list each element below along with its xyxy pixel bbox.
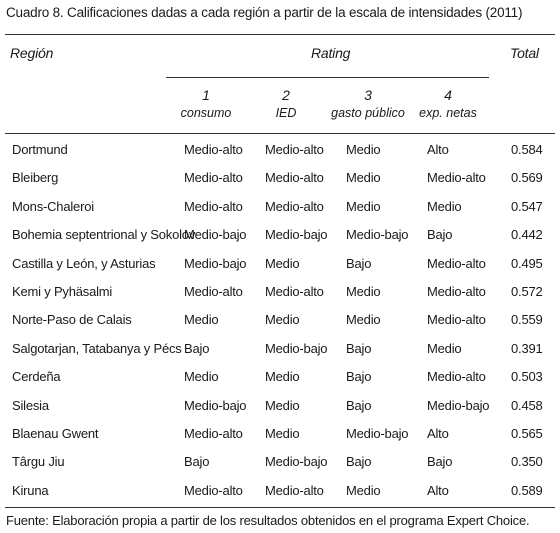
cell-total: 0.495 [511, 255, 543, 271]
top-rule [5, 34, 555, 35]
cell-ied: Medio [265, 369, 300, 385]
cell-exp-netas: Medio-alto [427, 312, 486, 328]
cell-exp-netas: Bajo [427, 227, 453, 243]
cell-total: 0.589 [511, 482, 543, 498]
cell-gasto-publico: Medio-bajo [346, 426, 409, 441]
cell-gasto-publico: Medio [346, 170, 381, 186]
cell-exp-netas: Medio-alto [427, 255, 486, 271]
col-4-label: exp. netas [419, 106, 477, 120]
cell-exp-netas: Alto [427, 482, 449, 498]
cell-consumo: Medio-alto [184, 426, 243, 441]
col-4-number: 4 [444, 87, 452, 103]
cell-total: 0.584 [511, 142, 543, 157]
cell-total: 0.442 [511, 227, 543, 243]
cell-total: 0.391 [511, 340, 543, 356]
cell-exp-netas: Alto [427, 426, 449, 441]
cell-region: Dortmund [12, 142, 68, 157]
cell-gasto-publico: Medio-bajo [346, 227, 409, 243]
header-rule [5, 133, 555, 134]
cell-exp-netas: Alto [427, 142, 449, 157]
cell-region: Târgu Jiu [12, 454, 65, 470]
cell-region: Kemi y Pyhäsalmi [12, 284, 113, 299]
cell-ied: Medio-alto [265, 198, 324, 214]
cell-consumo: Medio [184, 369, 219, 385]
cell-consumo: Medio [184, 312, 219, 328]
cell-ied: Medio-bajo [265, 454, 328, 470]
col-2-label: IED [275, 106, 297, 120]
cell-consumo: Medio-bajo [184, 397, 247, 413]
cell-consumo: Bajo [184, 340, 210, 356]
header-region: Región [10, 45, 54, 61]
cell-total: 0.559 [511, 312, 543, 328]
cell-total: 0.350 [511, 454, 543, 470]
cell-exp-netas: Medio-bajo [427, 397, 490, 413]
cell-ied: Medio [265, 255, 300, 271]
cell-gasto-publico: Medio [346, 142, 381, 157]
cell-region: Bohemia septentrional y Sokolov [12, 227, 196, 243]
cell-exp-netas: Medio-alto [427, 284, 486, 299]
cell-gasto-publico: Bajo [346, 454, 372, 470]
cell-gasto-publico: Bajo [346, 340, 372, 356]
col-1-number: 1 [202, 87, 210, 103]
cell-consumo: Medio-alto [184, 284, 243, 299]
cell-ied: Medio-alto [265, 284, 324, 299]
col-3-number: 3 [364, 87, 372, 103]
col-3-label: gasto público [331, 106, 405, 120]
cell-ied: Medio-alto [265, 482, 324, 498]
cell-consumo: Bajo [184, 454, 210, 470]
cell-total: 0.458 [511, 397, 543, 413]
cell-gasto-publico: Bajo [346, 397, 372, 413]
cell-consumo: Medio-alto [184, 482, 243, 498]
cell-gasto-publico: Bajo [346, 255, 372, 271]
cell-consumo: Medio-alto [184, 198, 243, 214]
col-1-label: consumo [180, 106, 232, 120]
col-2-number: 2 [282, 87, 290, 103]
rating-subrule [166, 77, 489, 78]
table-footer: Fuente: Elaboración propia a partir de los resultados obtenidos en el programa Expert Choice. [6, 513, 530, 528]
table-caption: Cuadro 8. Calificaciones dadas a cada región a partir de la escala de intensidades (2011) [6, 5, 523, 20]
cell-region: Mons-Chaleroi [12, 198, 94, 214]
cell-gasto-publico: Bajo [346, 369, 372, 385]
cell-region: Norte-Paso de Calais [12, 312, 132, 328]
cell-region: Salgotarjan, Tatabanya y Pécs [12, 340, 182, 356]
cell-consumo: Medio-bajo [184, 255, 247, 271]
cell-total: 0.503 [511, 369, 543, 385]
cell-ied: Medio-bajo [265, 340, 328, 356]
cell-total: 0.569 [511, 170, 543, 186]
cell-exp-netas: Bajo [427, 454, 453, 470]
cell-ied: Medio [265, 397, 300, 413]
cell-exp-netas: Medio [427, 198, 462, 214]
cell-ied: Medio [265, 312, 300, 328]
cell-total: 0.565 [511, 426, 543, 441]
cell-ied: Medio-alto [265, 142, 324, 157]
cell-region: Blaenau Gwent [12, 426, 99, 441]
header-rating: Rating [311, 45, 351, 61]
cell-ied: Medio [265, 426, 300, 441]
bottom-rule [5, 507, 555, 508]
cell-exp-netas: Medio [427, 340, 462, 356]
cell-exp-netas: Medio-alto [427, 369, 486, 385]
cell-gasto-publico: Medio [346, 482, 381, 498]
cell-exp-netas: Medio-alto [427, 170, 486, 186]
cell-consumo: Medio-bajo [184, 227, 247, 243]
cell-ied: Medio-bajo [265, 227, 328, 243]
cell-region: Kiruna [12, 482, 49, 498]
cell-region: Silesia [12, 397, 49, 413]
cell-region: Cerdeña [12, 369, 61, 385]
cell-region: Castilla y León, y Asturias [12, 255, 156, 271]
cell-ied: Medio-alto [265, 170, 324, 186]
cell-gasto-publico: Medio [346, 284, 381, 299]
cell-region: Bleiberg [12, 170, 59, 186]
cell-gasto-publico: Medio [346, 198, 381, 214]
header-total: Total [510, 45, 539, 61]
cell-consumo: Medio-alto [184, 170, 243, 186]
cell-consumo: Medio-alto [184, 142, 243, 157]
cell-total: 0.547 [511, 198, 543, 214]
cell-gasto-publico: Medio [346, 312, 381, 328]
cell-total: 0.572 [511, 284, 543, 299]
